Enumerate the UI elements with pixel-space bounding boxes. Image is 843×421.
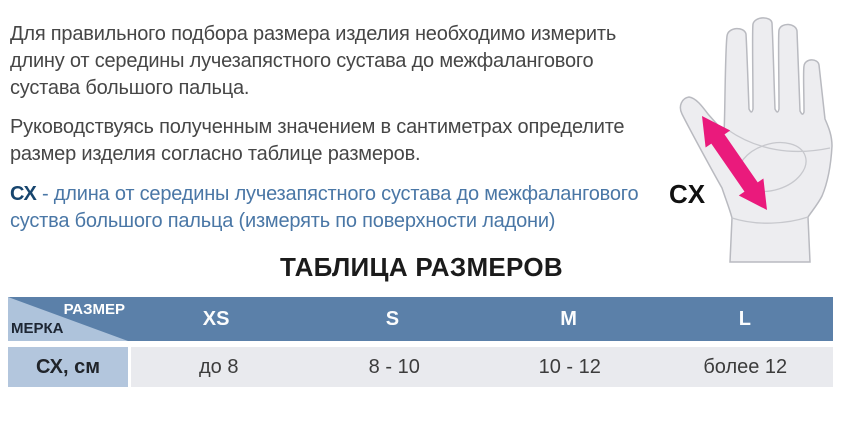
paragraph-line: Руководствуясь полученным значением в сантиметрах определите	[10, 116, 625, 138]
size-table-title: ТАБЛИЦА РАЗМЕРОВ	[280, 252, 563, 282]
paragraph-line: суства большого пальца (измерять по поверхности ладони)	[10, 210, 556, 232]
paragraph-line	[10, 181, 638, 208]
size-table	[8, 297, 833, 387]
intro-paragraph-1	[10, 21, 616, 102]
row-values	[131, 347, 833, 387]
paragraph-line: длину от середины лучезапястного сустава до межфалангового	[10, 50, 594, 72]
corner-label-measure: МЕРКА	[11, 320, 64, 337]
cx-definition-text: - длина от середины лучезапястного сустава до межфалангового	[36, 183, 639, 205]
column-header-m: M	[560, 307, 577, 330]
value-cell-xs: до 8	[199, 355, 239, 378]
column-header-s: S	[385, 307, 400, 330]
cx-term: СХ	[10, 183, 37, 205]
corner-label-size: РАЗМЕР	[63, 301, 125, 318]
paragraph-line: размер изделия согласно таблице размеров.	[10, 143, 421, 165]
size-table-header-row	[8, 297, 833, 341]
value-cell-m: 10 - 12	[538, 355, 601, 378]
value-cell-l: более 12	[703, 355, 788, 378]
size-table-corner-cell	[8, 297, 128, 341]
hand-palm-shape	[680, 18, 832, 262]
intro-paragraph-2	[10, 114, 624, 168]
column-header-l: L	[738, 307, 751, 330]
cx-definition-paragraph	[10, 181, 638, 235]
cx-measurement-label: СХ	[669, 179, 707, 209]
size-table-data-row	[8, 347, 833, 387]
hand-illustration	[672, 12, 843, 266]
row-label-cx: СХ, см	[8, 347, 128, 387]
paragraph-line: Для правильного подбора размера изделия необходимо измерить	[10, 23, 617, 45]
value-cell-s: 8 - 10	[368, 355, 420, 378]
paragraph-line: сустава большого пальца.	[10, 77, 250, 99]
column-header-xs: XS	[202, 307, 230, 330]
